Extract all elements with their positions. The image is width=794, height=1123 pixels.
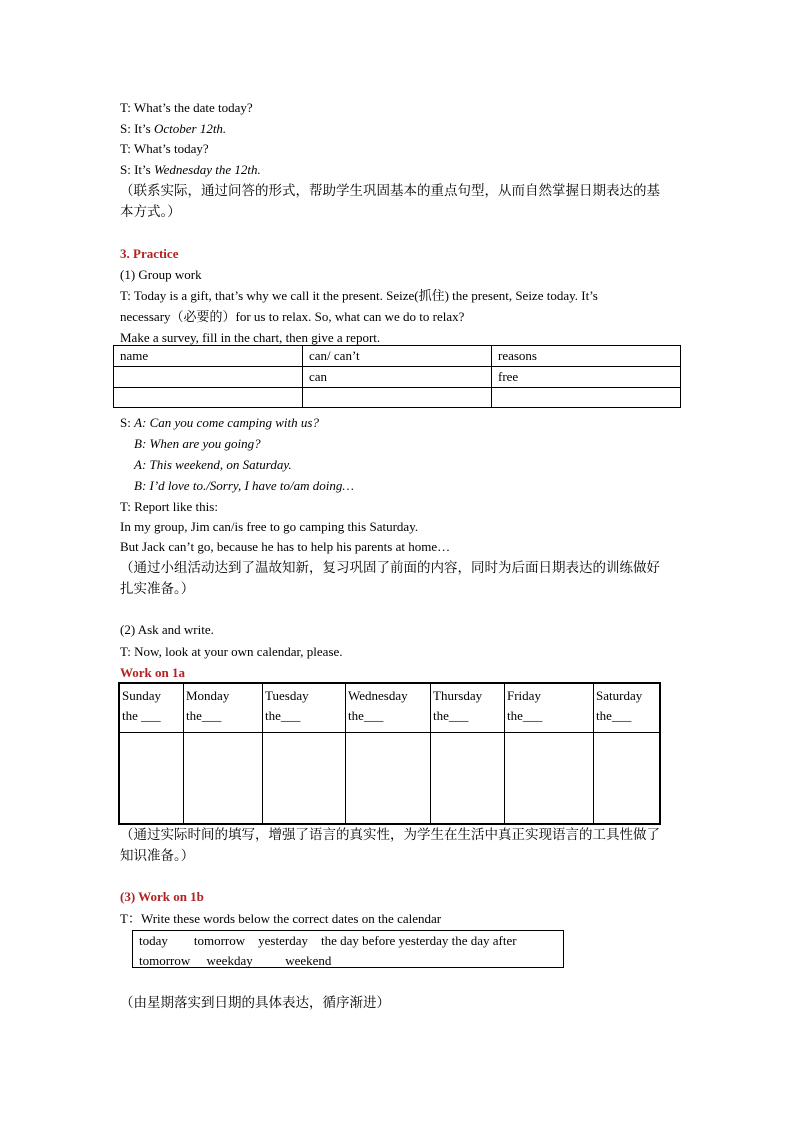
- table-header: name: [114, 346, 303, 367]
- word-list: today tomorrow yesterday the day before yesterday the day after: [139, 933, 517, 948]
- section-heading: Work on 1a: [120, 665, 186, 680]
- table-header: can/ can’t: [303, 346, 492, 367]
- report-line: But Jack can’t go, because he has to help his parents at home…: [120, 539, 451, 554]
- calendar-day-wednesday: [346, 683, 431, 733]
- dialogue-line: T: What’s today?: [120, 141, 209, 156]
- dialogue-line: [120, 120, 226, 138]
- table-row: [114, 388, 681, 408]
- table-row: [119, 733, 660, 825]
- answer-text: Wednesday the 12th.: [153, 162, 261, 177]
- date-blank: the ___: [122, 708, 161, 723]
- teacher-line: T: Now, look at your own calendar, please.: [120, 644, 343, 659]
- instruction-line: Make a survey, fill in the chart, then give a report.: [120, 330, 381, 345]
- day-label: Tuesday: [265, 688, 309, 703]
- calendar-cell: [505, 733, 594, 825]
- table-cell: [492, 388, 681, 408]
- subsection-title: (1) Group work: [120, 267, 202, 282]
- dialogue-line: [120, 414, 319, 432]
- calendar-cell: [346, 733, 431, 825]
- calendar-day-sunday: [119, 683, 184, 733]
- teaching-note: 知识准备。）: [120, 848, 195, 864]
- day-label: Sunday: [122, 688, 161, 703]
- date-blank: the___: [265, 708, 301, 723]
- table-cell: can: [303, 367, 492, 388]
- speaker: S: It’s: [120, 121, 154, 136]
- teacher-line: T：Write these words below the correct dates on the calendar: [120, 911, 442, 926]
- date-blank: the___: [433, 708, 469, 723]
- calendar-day-thursday: [431, 683, 505, 733]
- speaker: S:: [120, 415, 135, 430]
- table-row: [114, 367, 681, 388]
- date-blank: the___: [186, 708, 222, 723]
- speaker: S: It’s: [120, 162, 154, 177]
- date-blank: the___: [348, 708, 384, 723]
- section-heading: (3) Work on 1b: [120, 889, 204, 904]
- calendar-cell: [263, 733, 346, 825]
- table-header: reasons: [492, 346, 681, 367]
- calendar-day-friday: [505, 683, 594, 733]
- dialogue-line: T: What’s the date today?: [120, 100, 253, 115]
- teacher-line: necessary（必要的）for us to relax. So, what can we do to relax?: [120, 309, 465, 324]
- calendar-table: [118, 682, 661, 825]
- subsection-title: (2) Ask and write.: [120, 622, 214, 637]
- calendar-cell: [119, 733, 184, 825]
- calendar-day-monday: [184, 683, 263, 733]
- dialogue-line: B: When are you going?: [134, 436, 261, 451]
- report-line: In my group, Jim can/is free to go camping this Saturday.: [120, 519, 419, 534]
- dialogue-line: [120, 161, 261, 179]
- teacher-line: T: Report like this:: [120, 499, 218, 514]
- word-list: tomorrow weekday weekend: [139, 953, 332, 968]
- table-row: [119, 683, 660, 733]
- calendar-day-tuesday: [263, 683, 346, 733]
- calendar-cell: [594, 733, 661, 825]
- dialogue-line: A: This weekend, on Saturday.: [134, 457, 292, 472]
- date-blank: the___: [596, 708, 632, 723]
- table-row: [114, 346, 681, 367]
- teaching-note: （联系实际，通过问答的形式，帮助学生巩固基本的重点句型，从而自然掌握日期表达的基: [120, 183, 660, 199]
- section-heading: 3. Practice: [120, 246, 179, 261]
- teaching-note: 扎实准备。）: [120, 581, 195, 597]
- word-box: [132, 930, 564, 968]
- dialogue-line: B: I’d love to./Sorry, I have to/am doing…: [134, 478, 354, 493]
- survey-table: [113, 345, 681, 408]
- day-label: Wednesday: [348, 688, 408, 703]
- teacher-line: T: Today is a gift, that’s why we call it the present. Seize(抓住) the present, Seize today. It’s: [120, 288, 598, 303]
- table-cell: [303, 388, 492, 408]
- table-cell: [114, 388, 303, 408]
- day-label: Saturday: [596, 688, 643, 703]
- calendar-cell: [431, 733, 505, 825]
- date-blank: the___: [507, 708, 543, 723]
- teaching-note: （通过小组活动达到了温故知新，复习巩固了前面的内容，同时为后面日期表达的训练做好: [120, 560, 660, 576]
- answer-text: October 12th.: [153, 121, 227, 136]
- day-label: Friday: [507, 688, 541, 703]
- day-label: Thursday: [433, 688, 483, 703]
- dialogue-text: A: Can you come camping with us?: [134, 415, 319, 430]
- table-cell: [114, 367, 303, 388]
- teaching-note: （通过实际时间的填写，增强了语言的真实性，为学生在生活中真正实现语言的工具性做了: [120, 827, 660, 843]
- teaching-note: 本方式。）: [120, 204, 181, 220]
- day-label: Monday: [186, 688, 230, 703]
- calendar-cell: [184, 733, 263, 825]
- teaching-note: （由星期落实到日期的具体表达，循序渐进）: [120, 995, 390, 1011]
- table-cell: free: [492, 367, 681, 388]
- calendar-day-saturday: [594, 683, 661, 733]
